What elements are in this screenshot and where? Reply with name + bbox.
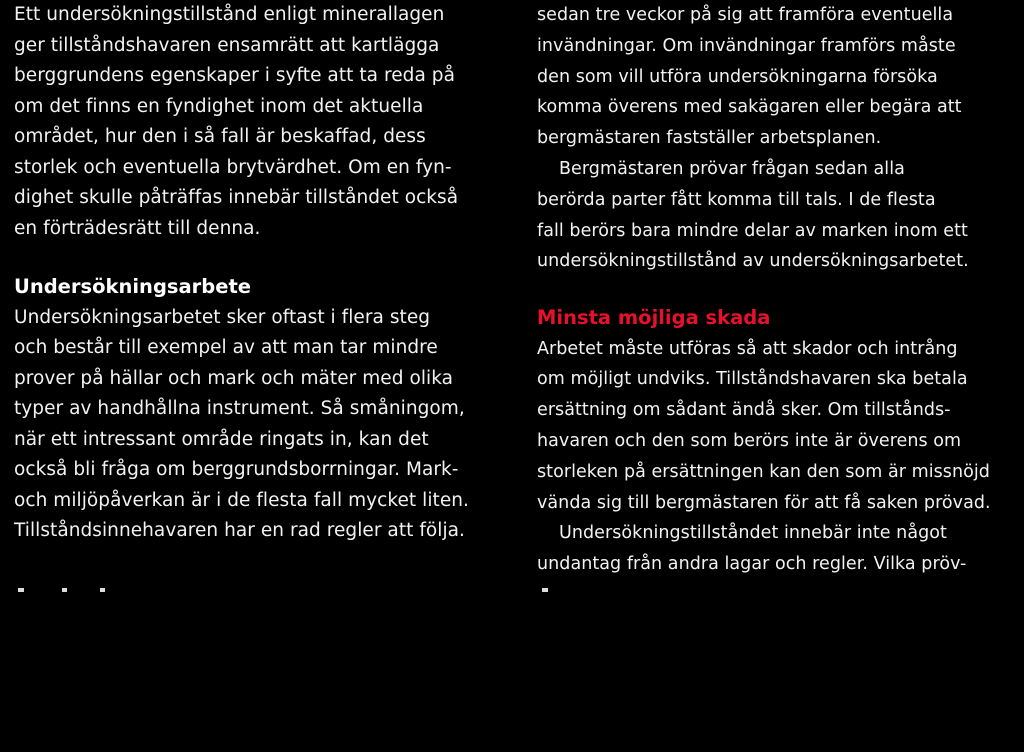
text-line: Bergmästaren prövar frågan sedan alla: [559, 158, 905, 179]
text-line: komma överens med sakägaren eller begära att: [537, 97, 962, 118]
text-line: storlek och eventuella brytvärdhet. Om en fyn-: [14, 156, 452, 178]
section-heading-minsta-mojliga-skada: Minsta möjliga skada: [537, 306, 771, 330]
text-line: ger tillståndshavaren ensamrätt att kartlägga: [14, 34, 440, 56]
bergmastaren-paragraph: [537, 154, 1024, 277]
text-line: och miljöpåverkan är i de flesta fall mycket liten.: [14, 489, 469, 511]
minsta-mojliga-skada-paragraph: [537, 334, 1024, 519]
text-line: Undersökningstillståndet innebär inte något: [559, 523, 947, 544]
text-line: bergmästaren fastställer arbetsplanen.: [537, 128, 882, 149]
text-line: havaren och den som berörs inte är överens om: [537, 431, 962, 452]
text-line: ersättning om sådant ändå sker. Om tillstånds-: [537, 400, 951, 421]
section-heading-undersokningsarbete: Undersökningsarbete: [14, 275, 252, 298]
paragraph-gap: [537, 277, 1024, 303]
text-line: undantag från andra lagar och regler. Vilka pröv-: [537, 554, 967, 575]
text-line: Undersökningsarbetet sker oftast i flera steg: [14, 306, 431, 328]
text-line: den som vill utföra undersökningarna försöka: [537, 66, 938, 87]
text-line: området, hur den i så fall är beskaffad, dess: [14, 126, 426, 147]
cropped-bottom-area: [0, 592, 1024, 752]
text-line: om det finns en fyndighet inom det aktuella: [14, 95, 424, 117]
text-line: en förträdesrätt till denna.: [14, 217, 261, 239]
continued-paragraph: [537, 0, 1024, 154]
text-line: storleken på ersättningen kan den som är missnöjd: [537, 461, 990, 482]
text-line: när ett intressant område ringats in, kan det: [14, 428, 429, 450]
text-line: fall berörs bara mindre delar av marken inom ett: [537, 220, 968, 241]
text-line: berörda parter fått komma till tals. I de flesta: [537, 189, 936, 210]
text-line: också bli fråga om berggrundsborrningar. Mark-: [14, 459, 459, 480]
text-line: vända sig till bergmästaren för att få saken prövad.: [537, 492, 991, 513]
text-line: Tillståndsinnehavaren har en rad regler att följa.: [14, 520, 465, 541]
text-line: Ett undersökningstillstånd enligt minerallagen: [14, 4, 445, 25]
text-line: prover på hällar och mark och mäter med olika: [14, 367, 454, 389]
text-line: typer av handhållna instrument. Så småningom,: [14, 398, 465, 419]
text-line: Arbetet måste utföras så att skador och intrång: [537, 338, 958, 359]
intro-paragraph: [14, 0, 514, 244]
right-column: [537, 0, 1024, 580]
text-line: och består till exempel av att man tar mindre: [14, 337, 438, 358]
text-line: om möjligt undviks. Tillståndshavaren ska betala: [537, 369, 968, 390]
text-line: berggrundens egenskaper i syfte att ta reda på: [14, 65, 455, 86]
text-line: dighet skulle påträffas innebär tillståndet också: [14, 187, 459, 208]
text-line: sedan tre veckor på sig att framföra eventuella: [537, 5, 954, 25]
left-column: [14, 0, 514, 547]
undantag-paragraph: [537, 518, 1024, 580]
paragraph-gap: [14, 244, 514, 272]
undersokningsarbete-paragraph: [14, 303, 514, 547]
text-line: undersökningstillstånd av undersökningsarbetet.: [537, 251, 969, 272]
text-line: invändningar. Om invändningar framförs måste: [537, 35, 956, 56]
